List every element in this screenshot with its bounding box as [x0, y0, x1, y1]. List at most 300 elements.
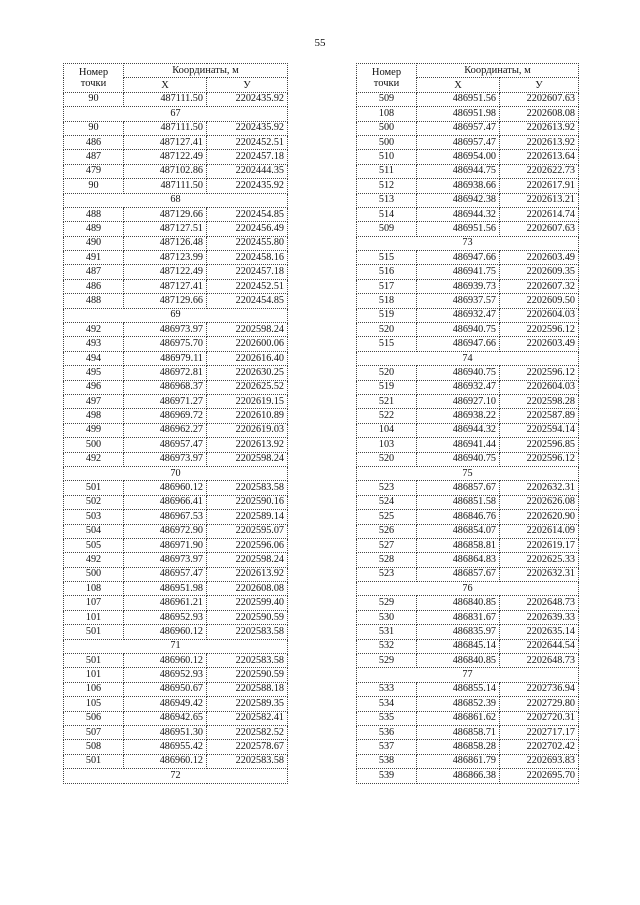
group-header-row — [64, 466, 288, 480]
point-number-cell: 500 — [64, 438, 124, 452]
x-coordinate-cell: 486952.93 — [124, 668, 207, 682]
point-number-cell: 515 — [357, 251, 417, 265]
table-row — [64, 179, 288, 193]
coordinates-header: Координаты, м — [417, 64, 579, 78]
table-row — [64, 337, 288, 351]
x-coordinate-cell: 486971.90 — [124, 538, 207, 552]
point-number-cell: 108 — [64, 582, 124, 596]
point-number-cell: 501 — [64, 754, 124, 768]
y-coordinate-cell: 2202609.50 — [500, 294, 579, 308]
x-coordinate-cell: 487111.50 — [124, 92, 207, 106]
y-coordinate-cell: 2202609.35 — [500, 265, 579, 279]
table-row — [357, 495, 579, 509]
y-coordinate-cell: 2202600.06 — [207, 337, 288, 351]
x-coordinate-cell: 486942.65 — [124, 711, 207, 725]
group-number: 77 — [357, 668, 579, 682]
y-coordinate-cell: 2202616.40 — [207, 351, 288, 365]
table-row — [357, 251, 579, 265]
table-row — [64, 625, 288, 639]
point-number-cell: 486 — [64, 279, 124, 293]
y-coordinate-cell: 2202454.85 — [207, 294, 288, 308]
x-coordinate-cell: 486858.71 — [417, 725, 500, 739]
group-header-row — [357, 668, 579, 682]
y-coordinate-cell: 2202452.51 — [207, 279, 288, 293]
x-coordinate-cell: 486835.97 — [417, 625, 500, 639]
point-number-cell: 502 — [64, 495, 124, 509]
table-row — [64, 135, 288, 149]
table-row — [357, 394, 579, 408]
x-coordinate-cell: 486968.37 — [124, 380, 207, 394]
y-coordinate-cell: 2202582.52 — [207, 725, 288, 739]
table-row — [357, 409, 579, 423]
table-row — [357, 639, 579, 653]
point-header-line1: Номер — [78, 66, 109, 78]
point-number-cell: 520 — [357, 323, 417, 337]
table-row — [64, 725, 288, 739]
table-row — [64, 394, 288, 408]
y-coordinate-cell: 2202596.12 — [500, 323, 579, 337]
point-number-cell: 511 — [357, 164, 417, 178]
table-row — [357, 481, 579, 495]
table-row — [357, 610, 579, 624]
x-coordinate-cell: 486966.41 — [124, 495, 207, 509]
table-row — [357, 711, 579, 725]
table-row — [64, 150, 288, 164]
point-number-cell: 532 — [357, 639, 417, 653]
point-number-cell: 490 — [64, 236, 124, 250]
y-coordinate-cell: 2202590.59 — [207, 668, 288, 682]
group-header-row — [64, 193, 288, 207]
group-number: 71 — [64, 639, 288, 653]
x-coordinate-cell: 486951.56 — [417, 92, 500, 106]
table-row — [64, 682, 288, 696]
x-coordinate-cell: 486840.85 — [417, 654, 500, 668]
group-number: 70 — [64, 466, 288, 480]
x-coordinate-cell: 486962.27 — [124, 423, 207, 437]
point-number-cell: 488 — [64, 207, 124, 221]
y-coordinate-cell: 2202729.80 — [500, 697, 579, 711]
point-number-cell: 101 — [64, 610, 124, 624]
x-coordinate-cell: 486960.12 — [124, 481, 207, 495]
x-coordinate-cell: 486866.38 — [417, 769, 500, 783]
table-row — [357, 654, 579, 668]
table-row — [64, 481, 288, 495]
y-coordinate-cell: 2202614.74 — [500, 207, 579, 221]
x-coordinate-cell: 486960.12 — [124, 754, 207, 768]
table-row — [64, 452, 288, 466]
point-number-cell: 518 — [357, 294, 417, 308]
table-row — [357, 222, 579, 236]
y-coordinate-cell: 2202625.52 — [207, 380, 288, 394]
y-coordinate-cell: 2202596.85 — [500, 438, 579, 452]
table-row — [64, 366, 288, 380]
table-row — [357, 438, 579, 452]
x-coordinate-cell: 486854.07 — [417, 524, 500, 538]
x-coordinate-cell: 487129.66 — [124, 207, 207, 221]
point-number-cell: 90 — [64, 179, 124, 193]
x-coordinate-cell: 487127.51 — [124, 222, 207, 236]
point-number-cell: 90 — [64, 121, 124, 135]
point-number-cell: 107 — [64, 596, 124, 610]
group-header-row — [357, 236, 579, 250]
y-coordinate-cell: 2202457.18 — [207, 265, 288, 279]
table-row — [357, 294, 579, 308]
table-row — [64, 438, 288, 452]
y-coordinate-cell: 2202583.58 — [207, 754, 288, 768]
y-coordinate-cell: 2202648.73 — [500, 596, 579, 610]
point-number-cell: 535 — [357, 711, 417, 725]
table-row — [357, 121, 579, 135]
x-coordinate-cell: 486840.85 — [417, 596, 500, 610]
group-header-row — [357, 351, 579, 365]
point-number-cell: 507 — [64, 725, 124, 739]
table-row — [357, 697, 579, 711]
x-coordinate-cell: 487126.48 — [124, 236, 207, 250]
x-coordinate-cell: 486973.97 — [124, 452, 207, 466]
y-coordinate-cell: 2202607.63 — [500, 92, 579, 106]
point-number-cell: 488 — [64, 294, 124, 308]
y-coordinate-cell: 2202587.89 — [500, 409, 579, 423]
group-header-row — [64, 639, 288, 653]
table-row — [64, 495, 288, 509]
point-number-cell: 501 — [64, 625, 124, 639]
x-coordinate-cell: 486952.93 — [124, 610, 207, 624]
y-coordinate-cell: 2202632.31 — [500, 481, 579, 495]
table-row — [64, 596, 288, 610]
table-row — [357, 150, 579, 164]
x-coordinate-cell: 486857.67 — [417, 481, 500, 495]
table-row — [357, 625, 579, 639]
table-row — [357, 725, 579, 739]
table-row — [357, 92, 579, 106]
y-coordinate-cell: 2202598.24 — [207, 323, 288, 337]
y-coordinate-cell: 2202595.07 — [207, 524, 288, 538]
point-number-cell: 521 — [357, 394, 417, 408]
point-number-cell: 495 — [64, 366, 124, 380]
point-number-cell: 487 — [64, 150, 124, 164]
table-row — [64, 754, 288, 768]
table-row — [64, 740, 288, 754]
point-number-cell: 538 — [357, 754, 417, 768]
point-number-cell: 498 — [64, 409, 124, 423]
table-row — [357, 337, 579, 351]
x-coordinate-cell: 486941.44 — [417, 438, 500, 452]
point-number-cell: 508 — [64, 740, 124, 754]
table-row — [64, 711, 288, 725]
y-coordinate-cell: 2202635.14 — [500, 625, 579, 639]
x-coordinate-cell: 486858.28 — [417, 740, 500, 754]
y-coordinate-cell: 2202607.63 — [500, 222, 579, 236]
point-number-cell: 105 — [64, 697, 124, 711]
point-number-cell: 524 — [357, 495, 417, 509]
x-coordinate-cell: 486846.76 — [417, 510, 500, 524]
point-number-cell: 523 — [357, 481, 417, 495]
y-header: У — [500, 78, 579, 92]
point-number-cell: 486 — [64, 135, 124, 149]
x-header: X — [417, 78, 500, 92]
point-number-cell: 514 — [357, 207, 417, 221]
table-row — [64, 222, 288, 236]
x-coordinate-cell: 486864.83 — [417, 553, 500, 567]
x-coordinate-cell: 486944.32 — [417, 423, 500, 437]
y-coordinate-cell: 2202435.92 — [207, 121, 288, 135]
y-coordinate-cell: 2202435.92 — [207, 179, 288, 193]
point-number-cell: 500 — [357, 135, 417, 149]
point-number-cell: 497 — [64, 394, 124, 408]
point-number-cell: 492 — [64, 323, 124, 337]
x-coordinate-cell: 486972.81 — [124, 366, 207, 380]
x-coordinate-cell: 486960.12 — [124, 625, 207, 639]
table-row — [64, 567, 288, 581]
x-coordinate-cell: 486972.90 — [124, 524, 207, 538]
y-coordinate-cell: 2202632.31 — [500, 567, 579, 581]
table-row — [64, 121, 288, 135]
group-header-row — [357, 582, 579, 596]
y-coordinate-cell: 2202617.91 — [500, 179, 579, 193]
x-coordinate-cell: 487111.50 — [124, 121, 207, 135]
table-row — [357, 740, 579, 754]
y-coordinate-cell: 2202578.67 — [207, 740, 288, 754]
point-number-cell: 501 — [64, 654, 124, 668]
point-number-cell: 519 — [357, 380, 417, 394]
point-number-cell: 492 — [64, 553, 124, 567]
y-coordinate-cell: 2202620.90 — [500, 510, 579, 524]
y-coordinate-cell: 2202608.08 — [500, 107, 579, 121]
x-coordinate-cell: 486947.66 — [417, 251, 500, 265]
y-coordinate-cell: 2202444.35 — [207, 164, 288, 178]
y-coordinate-cell: 2202590.16 — [207, 495, 288, 509]
y-coordinate-cell: 2202607.32 — [500, 279, 579, 293]
point-number-cell: 510 — [357, 150, 417, 164]
point-number-cell: 489 — [64, 222, 124, 236]
x-coordinate-cell: 487122.49 — [124, 150, 207, 164]
y-coordinate-cell: 2202457.18 — [207, 150, 288, 164]
y-coordinate-cell: 2202613.92 — [500, 121, 579, 135]
point-number-cell: 520 — [357, 366, 417, 380]
point-number-cell: 522 — [357, 409, 417, 423]
y-coordinate-cell: 2202619.15 — [207, 394, 288, 408]
group-number: 68 — [64, 193, 288, 207]
table-row — [64, 323, 288, 337]
table-row — [357, 380, 579, 394]
point-number-cell: 528 — [357, 553, 417, 567]
x-coordinate-cell: 486941.75 — [417, 265, 500, 279]
group-number: 67 — [64, 107, 288, 121]
x-coordinate-cell: 486949.42 — [124, 697, 207, 711]
point-number-cell: 504 — [64, 524, 124, 538]
table-row — [357, 135, 579, 149]
table-row — [357, 423, 579, 437]
group-number: 75 — [357, 466, 579, 480]
x-coordinate-cell: 486971.27 — [124, 394, 207, 408]
x-coordinate-cell: 486951.98 — [124, 582, 207, 596]
y-coordinate-cell: 2202582.41 — [207, 711, 288, 725]
y-header: У — [207, 78, 288, 92]
point-number-cell: 492 — [64, 452, 124, 466]
point-number-cell: 487 — [64, 265, 124, 279]
point-number-cell: 530 — [357, 610, 417, 624]
y-coordinate-cell: 2202720.31 — [500, 711, 579, 725]
x-coordinate-cell: 486973.97 — [124, 323, 207, 337]
x-coordinate-cell: 486950.67 — [124, 682, 207, 696]
y-coordinate-cell: 2202589.14 — [207, 510, 288, 524]
point-number-cell: 537 — [357, 740, 417, 754]
x-coordinate-cell: 486932.47 — [417, 308, 500, 322]
point-number-cell: 108 — [357, 107, 417, 121]
y-coordinate-cell: 2202589.35 — [207, 697, 288, 711]
x-coordinate-cell: 486831.67 — [417, 610, 500, 624]
point-number-cell: 90 — [64, 92, 124, 106]
x-header: X — [124, 78, 207, 92]
y-coordinate-cell: 2202603.49 — [500, 337, 579, 351]
x-coordinate-cell: 486955.42 — [124, 740, 207, 754]
table-row — [357, 596, 579, 610]
group-header-row — [64, 308, 288, 322]
x-coordinate-cell: 486957.47 — [417, 135, 500, 149]
point-number-cell: 516 — [357, 265, 417, 279]
group-number: 72 — [64, 769, 288, 783]
table-row — [64, 553, 288, 567]
y-coordinate-cell: 2202717.17 — [500, 725, 579, 739]
y-coordinate-cell: 2202583.58 — [207, 625, 288, 639]
y-coordinate-cell: 2202613.92 — [207, 567, 288, 581]
y-coordinate-cell: 2202458.16 — [207, 251, 288, 265]
table-row — [357, 193, 579, 207]
table-row — [357, 754, 579, 768]
x-coordinate-cell: 486857.67 — [417, 567, 500, 581]
group-header-row — [64, 107, 288, 121]
y-coordinate-cell: 2202613.92 — [500, 135, 579, 149]
y-coordinate-cell: 2202456.49 — [207, 222, 288, 236]
x-coordinate-cell: 486938.66 — [417, 179, 500, 193]
table-row — [357, 308, 579, 322]
point-number-cell: 104 — [357, 423, 417, 437]
point-number-cell: 493 — [64, 337, 124, 351]
point-header-line2: точки — [80, 77, 107, 89]
table-row — [64, 279, 288, 293]
y-coordinate-cell: 2202598.28 — [500, 394, 579, 408]
x-coordinate-cell: 486960.12 — [124, 654, 207, 668]
y-coordinate-cell: 2202455.80 — [207, 236, 288, 250]
table-row — [64, 524, 288, 538]
x-coordinate-cell: 486957.47 — [124, 567, 207, 581]
table-row — [64, 610, 288, 624]
point-number-cell: 531 — [357, 625, 417, 639]
y-coordinate-cell: 2202598.24 — [207, 452, 288, 466]
y-coordinate-cell: 2202630.25 — [207, 366, 288, 380]
point-number-cell: 525 — [357, 510, 417, 524]
x-coordinate-cell: 487123.99 — [124, 251, 207, 265]
table-row — [357, 164, 579, 178]
x-coordinate-cell: 486951.98 — [417, 107, 500, 121]
group-header-row — [64, 769, 288, 783]
point-number-cell: 500 — [64, 567, 124, 581]
y-coordinate-cell: 2202695.70 — [500, 769, 579, 783]
y-coordinate-cell: 2202588.18 — [207, 682, 288, 696]
table-row — [357, 279, 579, 293]
point-number-cell: 512 — [357, 179, 417, 193]
point-number-cell: 513 — [357, 193, 417, 207]
x-coordinate-cell: 486975.70 — [124, 337, 207, 351]
y-coordinate-cell: 2202454.85 — [207, 207, 288, 221]
y-coordinate-cell: 2202603.49 — [500, 251, 579, 265]
y-coordinate-cell: 2202596.12 — [500, 366, 579, 380]
point-number-header — [357, 64, 417, 93]
y-coordinate-cell: 2202452.51 — [207, 135, 288, 149]
x-coordinate-cell: 487127.41 — [124, 135, 207, 149]
x-coordinate-cell: 486858.81 — [417, 538, 500, 552]
point-number-cell: 494 — [64, 351, 124, 365]
table-row — [64, 351, 288, 365]
y-coordinate-cell: 2202598.24 — [207, 553, 288, 567]
table-row — [64, 236, 288, 250]
table-row — [64, 668, 288, 682]
y-coordinate-cell: 2202583.58 — [207, 481, 288, 495]
x-coordinate-cell: 486944.75 — [417, 164, 500, 178]
table-row — [357, 524, 579, 538]
table-body-right — [357, 92, 579, 783]
point-number-cell: 509 — [357, 92, 417, 106]
table-row — [357, 553, 579, 567]
point-number-cell: 526 — [357, 524, 417, 538]
group-header-row — [357, 466, 579, 480]
point-header-line1: Номер — [371, 66, 402, 78]
x-coordinate-cell: 486944.32 — [417, 207, 500, 221]
point-number-cell: 533 — [357, 682, 417, 696]
table-body-left — [64, 92, 288, 783]
point-number-cell: 515 — [357, 337, 417, 351]
y-coordinate-cell: 2202608.08 — [207, 582, 288, 596]
table-row — [64, 409, 288, 423]
table-row — [357, 567, 579, 581]
table-row — [64, 654, 288, 668]
point-number-cell: 506 — [64, 711, 124, 725]
point-number-cell: 523 — [357, 567, 417, 581]
point-number-cell: 509 — [357, 222, 417, 236]
table-row — [357, 538, 579, 552]
coordinates-table-right — [356, 63, 579, 784]
y-coordinate-cell: 2202613.21 — [500, 193, 579, 207]
point-number-cell: 539 — [357, 769, 417, 783]
x-coordinate-cell: 486951.56 — [417, 222, 500, 236]
point-number-cell: 103 — [357, 438, 417, 452]
y-coordinate-cell: 2202583.58 — [207, 654, 288, 668]
y-coordinate-cell: 2202619.17 — [500, 538, 579, 552]
x-coordinate-cell: 486967.53 — [124, 510, 207, 524]
point-number-cell: 106 — [64, 682, 124, 696]
table-row — [64, 380, 288, 394]
table-row — [64, 697, 288, 711]
point-number-cell: 496 — [64, 380, 124, 394]
x-coordinate-cell: 486947.66 — [417, 337, 500, 351]
y-coordinate-cell: 2202639.33 — [500, 610, 579, 624]
x-coordinate-cell: 486979.11 — [124, 351, 207, 365]
x-coordinate-cell: 487122.49 — [124, 265, 207, 279]
point-number-cell: 503 — [64, 510, 124, 524]
table-row — [357, 179, 579, 193]
point-number-cell: 536 — [357, 725, 417, 739]
x-coordinate-cell: 486927.10 — [417, 394, 500, 408]
x-coordinate-cell: 487127.41 — [124, 279, 207, 293]
x-coordinate-cell: 487102.86 — [124, 164, 207, 178]
point-number-cell: 520 — [357, 452, 417, 466]
point-number-header — [64, 64, 124, 93]
table-row — [357, 769, 579, 783]
group-number: 73 — [357, 236, 579, 250]
y-coordinate-cell: 2202622.73 — [500, 164, 579, 178]
x-coordinate-cell: 486932.47 — [417, 380, 500, 394]
table-row — [64, 265, 288, 279]
